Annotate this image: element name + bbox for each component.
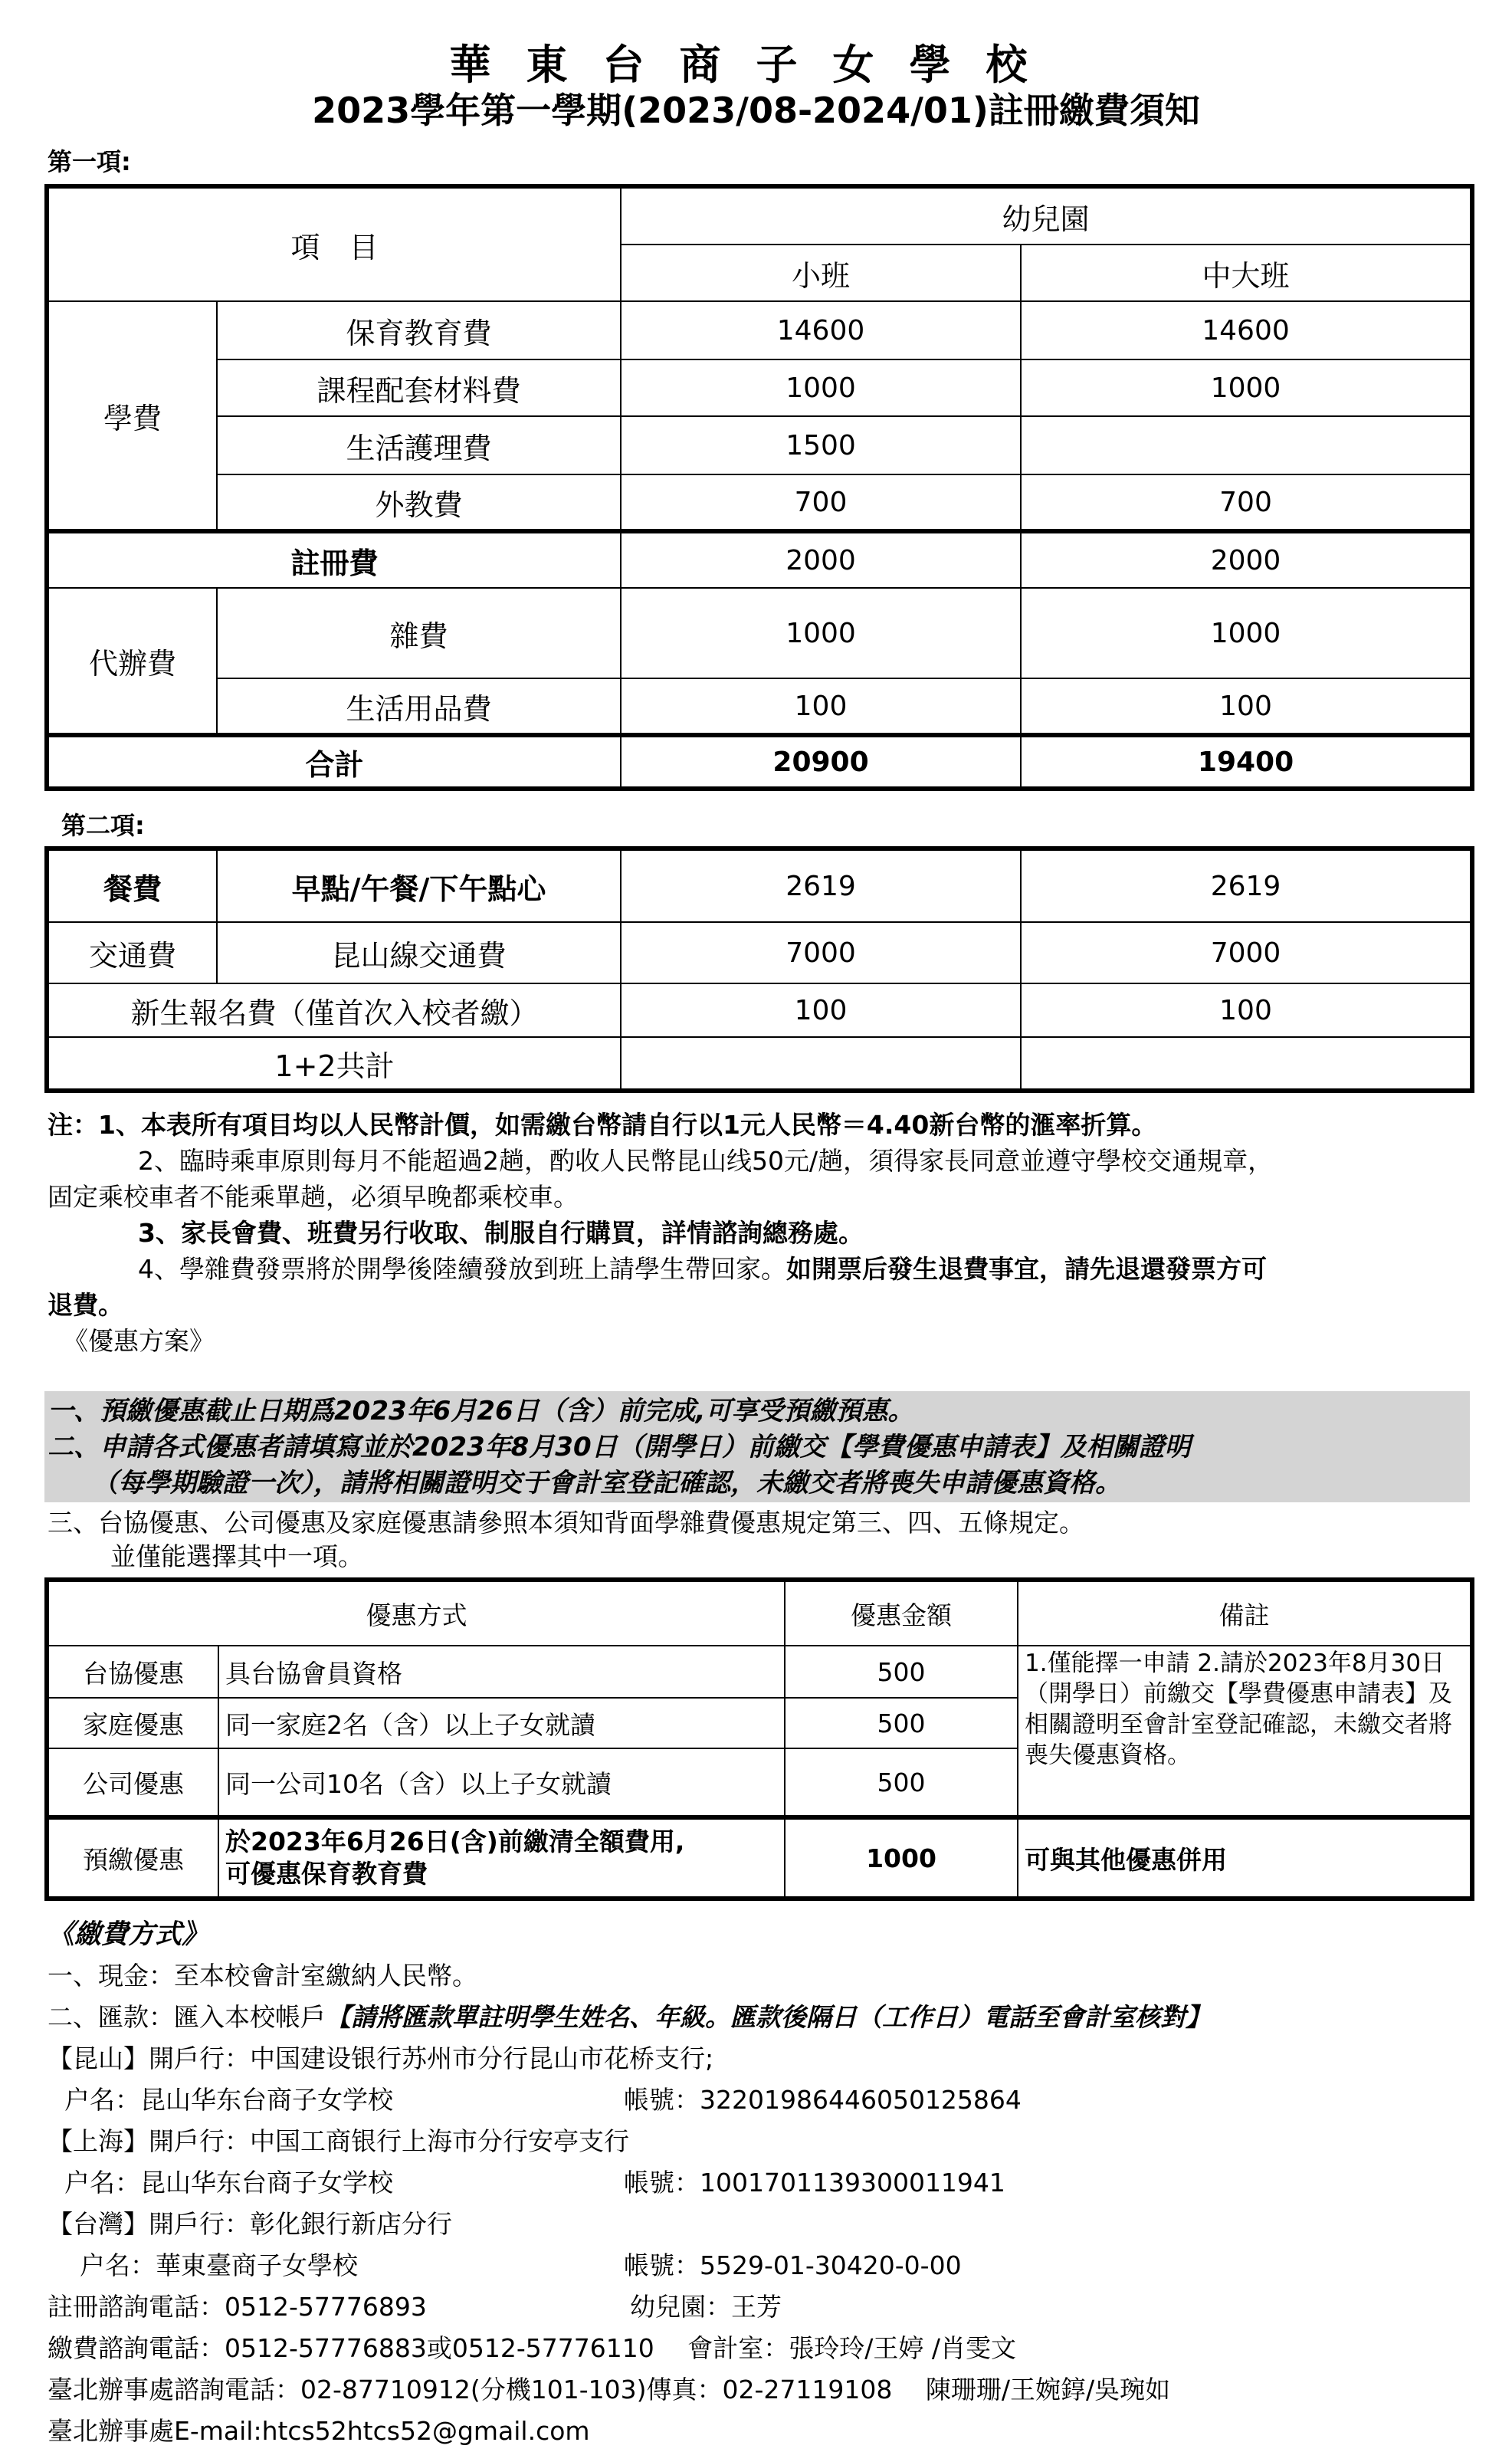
payment-remit — [48, 1997, 1211, 2038]
discount-type: 台協優惠 — [47, 1646, 218, 1698]
taiwan-account-number: 帳號：5529-01-30420-0-00 — [624, 2250, 962, 2280]
highlight-line-1: 一、預繳優惠截止日期爲2023年6月26日（含）前完成,可享受預繳預惠。 — [48, 1396, 914, 1426]
taipei-contact — [48, 2369, 1211, 2411]
discount-rules — [48, 1506, 1084, 1574]
transport-group-label: 交通費 — [47, 922, 217, 983]
meal-midlarge: 2619 — [1021, 849, 1472, 922]
agency-row-midlarge: 1000 — [1021, 588, 1472, 678]
shanghai-account-number: 帳號：1001701139300011941 — [624, 2168, 1005, 2198]
discount-rule-3: 三、台協優惠、公司優惠及家庭優惠請參照本須知背面學雜費優惠規定第三、四、五條規定。 — [48, 1508, 1084, 1538]
fee-row-small: 1000 — [621, 359, 1021, 416]
taipei-phone: 臺北辦事處諮詢電話：02-87710912(分機101-103)傳真：02-27119108 — [48, 2375, 893, 2404]
fee-table — [44, 184, 1474, 791]
kunshan-account-number: 帳號：32201986446050125864 — [624, 2085, 1022, 2115]
taipei-email: 臺北辦事處E-mail:htcs52htcs52@gmail.com — [48, 2416, 590, 2446]
prepay-discount-remark: 可與其他優惠併用 — [1018, 1817, 1472, 1899]
discount-amount: 500 — [785, 1698, 1018, 1748]
note-4-bold: 如開票后發生退費事宜，請先退還發票方可 — [786, 1254, 1267, 1284]
agency-group-label: 代辦費 — [47, 588, 217, 735]
col-small-header: 小班 — [621, 245, 1021, 301]
payment-remit-note: 【請將匯款單註明學生姓名、年級。匯款後隔日（工作日）電話至會計室核對】 — [326, 2002, 1211, 2032]
prepay-discount-type: 預繳優惠 — [47, 1817, 218, 1899]
discount-type: 公司優惠 — [47, 1748, 218, 1817]
new-student-fee-label: 新生報名費（僅首次入校者繳） — [47, 983, 621, 1037]
transport-midlarge: 7000 — [1021, 922, 1472, 983]
discount-amount: 500 — [785, 1748, 1018, 1817]
note-4 — [48, 1251, 1473, 1287]
payment-heading: 《繳費方式》 — [48, 1919, 209, 1950]
taiwan-account — [48, 2245, 1211, 2286]
fee-row-label: 生活護理費 — [217, 416, 621, 474]
note-2: 2、臨時乘車原則每月不能超過2趟，酌收人民幣昆山线50元/趟，須得家長同意並遵守學校交通規章， — [138, 1146, 1274, 1176]
discount-condition: 同一家庭2名（含）以上子女就讀 — [218, 1698, 785, 1748]
payment-remit-label: 二、匯款：匯入本校帳戶 — [48, 2002, 326, 2032]
transport-small: 7000 — [621, 922, 1021, 983]
notes-section — [48, 1107, 1473, 1359]
grand-total-midlarge — [1021, 1037, 1472, 1091]
prepay-condition-line-1: 於2023年6月26日(含)前繳清全額費用, — [225, 1827, 685, 1856]
fee-row-small: 1500 — [621, 416, 1021, 474]
discount-plan-heading: 《優惠方案》 — [63, 1326, 215, 1356]
total-small: 20900 — [621, 735, 1021, 789]
discount-remark: 1.僅能擇一申請 2.請於2023年8月30日（開學日）前繳交【學費優惠申請表】及相關證明至會計室登記確認，未繳交者將喪失優惠資格。 — [1018, 1646, 1472, 1817]
new-student-fee-midlarge: 100 — [1021, 983, 1472, 1037]
note-4-cont: 退費。 — [48, 1290, 123, 1320]
section-1-label: 第一項: — [48, 147, 131, 176]
discount-condition: 具台協會員資格 — [218, 1646, 785, 1698]
taipei-staff: 陳珊珊/王婉錞/吳琬如 — [925, 2375, 1171, 2404]
prepay-condition-line-2: 可優惠保育教育費 — [225, 1859, 428, 1889]
discount-rule-3-cont: 並僅能選擇其中一項。 — [110, 1541, 363, 1571]
note-2-cont: 固定乘校車者不能乘單趟，必須早晚都乘校車。 — [48, 1182, 579, 1212]
agency-row-midlarge: 100 — [1021, 678, 1472, 735]
kunshan-bank: 【昆山】開戶行：中国建设银行苏州市分行昆山市花桥支行; — [48, 2043, 714, 2073]
kunshan-account-name: 户名：昆山华东台商子女学校 — [64, 2085, 393, 2115]
highlight-line-3: （每學期驗證一次），請將相關證明交于會計室登記確認，未繳交者將喪失申請優惠資格。 — [92, 1468, 1121, 1498]
fee-contact — [48, 2328, 1211, 2369]
fee-row-midlarge: 14600 — [1021, 301, 1472, 359]
fee-table-2 — [44, 846, 1474, 1093]
note-3: 3、家長會費、班費另行收取、制服自行購買，詳情諮詢總務處。 — [138, 1218, 864, 1248]
kunshan-account — [48, 2079, 1211, 2121]
fee-phone: 繳費諮詢電話：0512-57776883或0512-57776110 — [48, 2333, 654, 2363]
discount-amount: 500 — [785, 1646, 1018, 1698]
payment-section — [48, 1914, 1211, 2452]
discount-method-header: 優惠方式 — [47, 1580, 785, 1646]
fee-row-midlarge: 1000 — [1021, 359, 1472, 416]
section-2-label: 第二項: — [61, 811, 145, 840]
meal-small: 2619 — [621, 849, 1021, 922]
fee-row-label: 保育教育費 — [217, 301, 621, 359]
fee-row-label: 課程配套材料費 — [217, 359, 621, 416]
total-label: 合計 — [47, 735, 621, 789]
note-1: 注：1、本表所有項目均以人民幣計價，如需繳台幣請自行以1元人民幣＝4.40新台幣的滙率折算。 — [48, 1110, 1157, 1140]
agency-row-label: 生活用品費 — [217, 678, 621, 735]
payment-cash: 一、現金：至本校會計室繳納人民幣。 — [48, 1961, 477, 1991]
meal-group-label: 餐費 — [47, 849, 217, 922]
discount-type: 家庭優惠 — [47, 1698, 218, 1748]
school-name: 華東台商子女學校 — [449, 41, 1063, 89]
grand-total-label: 1+2共計 — [47, 1037, 621, 1091]
document-title: 2023學年第一學期(2023/08-2024/01)註冊繳費須知 — [312, 90, 1200, 131]
shanghai-bank: 【上海】開戶行：中国工商银行上海市分行安亭支行 — [48, 2126, 629, 2156]
taiwan-account-name: 户名：華東臺商子女學校 — [80, 2250, 358, 2280]
fee-row-midlarge: 700 — [1021, 474, 1472, 531]
grand-total-small — [621, 1037, 1021, 1091]
tuition-group-label: 學費 — [47, 301, 217, 531]
fee-row-label: 外教費 — [217, 474, 621, 531]
discount-amount-header: 優惠金額 — [785, 1580, 1018, 1646]
meal-label: 早點/午餐/下午點心 — [217, 849, 621, 922]
agency-row-small: 1000 — [621, 588, 1021, 678]
shanghai-account-name: 户名：昆山华东台商子女学校 — [64, 2168, 393, 2198]
fee-row-small: 14600 — [621, 301, 1021, 359]
shanghai-account — [48, 2162, 1211, 2204]
registration-fee-midlarge: 2000 — [1021, 531, 1472, 588]
fee-row-midlarge — [1021, 416, 1472, 474]
agency-row-label: 雜費 — [217, 588, 621, 678]
prepay-discount-condition — [218, 1817, 785, 1899]
col-midlarge-header: 中大班 — [1021, 245, 1472, 301]
discount-condition: 同一公司10名（含）以上子女就讀 — [218, 1748, 785, 1817]
discount-table — [44, 1577, 1474, 1901]
fee-row-small: 700 — [621, 474, 1021, 531]
discount-remark-header: 備註 — [1018, 1580, 1472, 1646]
registration-contact — [48, 2286, 1211, 2328]
agency-row-small: 100 — [621, 678, 1021, 735]
note-4-text: 4、學雜費發票將於開學後陸續發放到班上請學生帶回家。 — [138, 1254, 786, 1284]
total-midlarge: 19400 — [1021, 735, 1472, 789]
transport-label: 昆山線交通費 — [217, 922, 621, 983]
kindergarten-contact: 幼兒園：王芳 — [630, 2292, 782, 2322]
highlight-text — [48, 1393, 1191, 1502]
registration-fee-label: 註冊費 — [47, 531, 621, 588]
prepay-discount-amount: 1000 — [785, 1817, 1018, 1899]
accounting-office: 會計室：張玲玲/王婷 /肖雯文 — [687, 2333, 1016, 2363]
registration-fee-small: 2000 — [621, 531, 1021, 588]
registration-phone: 註冊諮詢電話：0512-57776893 — [48, 2292, 427, 2322]
new-student-fee-small: 100 — [621, 983, 1021, 1037]
taiwan-bank: 【台灣】開戶行：彰化銀行新店分行 — [48, 2209, 452, 2239]
highlight-line-2: 二、申請各式優惠者請填寫並於2023年8月30日（開學日）前繳交【學費優惠申請表】及相關證明 — [48, 1432, 1191, 1462]
col-item-header: 項 目 — [47, 186, 621, 301]
col-kindergarten-header: 幼兒園 — [621, 186, 1472, 245]
